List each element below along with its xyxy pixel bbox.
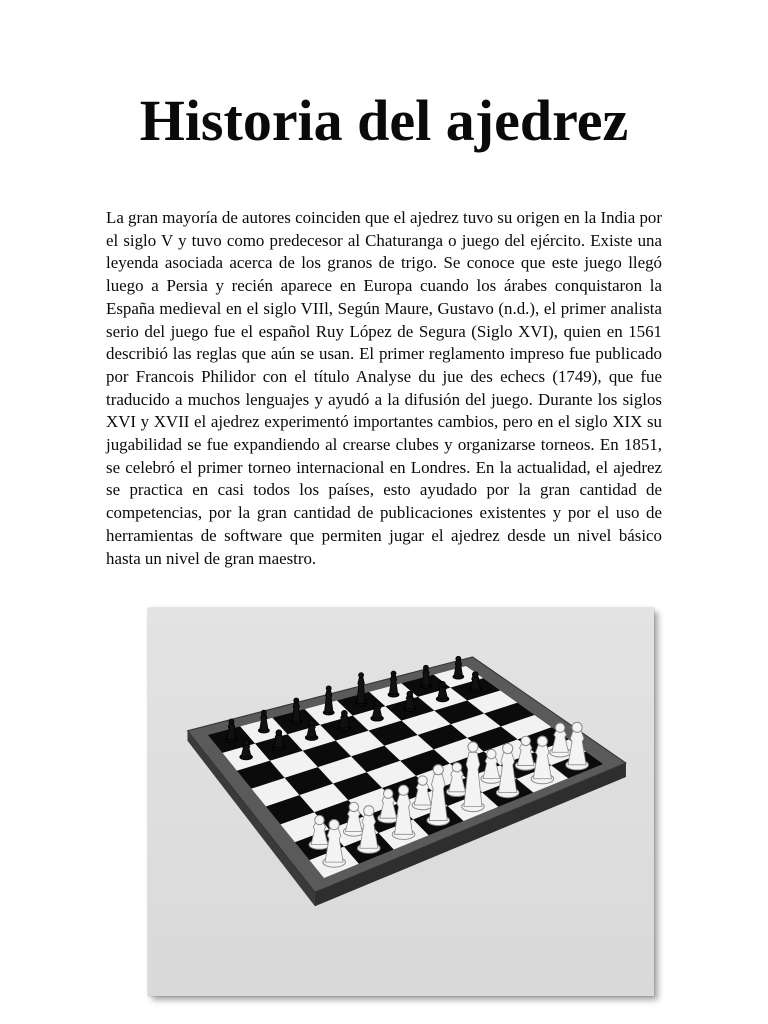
- page-title: Historia del ajedrez: [139, 88, 629, 153]
- chessboard-image: [148, 608, 654, 996]
- body-paragraph: La gran mayoría de autores coinciden que el ajedrez tuvo su origen en la India por el siglo V y tuvo como predecesor al Chaturanga o juego del ejército. Existe una leyenda asociada acerca de los granos de trigo. Se conoce que este juego llegó luego a Persia y recién aparece en Europa cuando los árabes conquistaron la España medieval en el siglo VIIl, Según Maure, Gustavo (n.d.), el primer analista serio del juego fue el español Ruy López de Segura (Siglo XVI), quien en 1561 describió las reglas que aún se usan. El primer reglamento impreso fue publicado por Francois Philidor con el título Analyse du jue des echecs (1749), que fue traducido a muchos lenguajes y ayudó a la difusión del juego. Durante los siglos XVI y XVII el ajedrez experimentó importantes cambios, pero en el siglo XIX su jugabilidad se fue expandiendo al crearse clubes y organizarse torneos. En 1851, se celebró el primer torneo internacional en Londres. En la actualidad, el ajedrez se practica en casi todos los países, esto ayudado por la gran cantidad de competencias, por la gran cantidad de publicaciones existentes y por el uso de herramientas de software que permiten jugar el ajedrez desde un nivel básico hasta un nivel de gran maestro.: [106, 208, 662, 568]
